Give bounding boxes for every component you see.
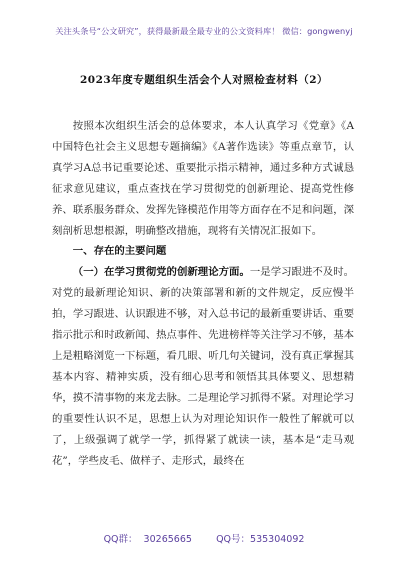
subsection-text: 一是学习跟进不及时。对党的最新理论知识、新的决策部署和新的文件规定，反应慢半拍，学习跟进、认识跟进不够，对入总书记的最新重要讲话、重要指示批示和时政新闻、热点事件、先进榜样等关注学习不够，基本上是粗略浏览一下标题，看几眼、听几句关键词，没有真正掌握其基本内容、精神实质，没有细心思考和领悟其具体要义、思想精华，摸不清事物的来龙去脉。二是理论学习抓得不紧。对理论学习的重要性认识不足，思想上认为对理论知识作一般性了解就可以了，上级强调了就学一学，抓得紧了就读一读，基本是“走马观花”，学些皮毛、做样子、走形式，最终在: [52, 266, 355, 467]
promo-header: 关注头条号“公文研究”，获得最新最全最专业的公文资料库！ 微信：gongwenyj: [55, 26, 353, 36]
document-title: 2023年度专题组织生活会个人对照检查材料（2）: [79, 74, 329, 86]
contact-footer: QQ群： 30265665 QQ号：535304092: [103, 534, 305, 545]
document-body: [52, 116, 354, 471]
subsection-heading: （一）在学习贯彻党的创新理论方面。: [72, 266, 250, 279]
section-heading: 一、存在的主要问题: [72, 245, 167, 258]
subsection-paragraph: [52, 262, 354, 471]
intro-paragraph: 按照本次组织生活会的总体要求，本人认真学习《党章》《A中国特色社会主义思想专题摘编》《A著作选读》等重点章节，认真学习A总书记重要论述、重要批示指示精神，通过多种方式诚恳征求意见建议，重点查找在学习贯彻党的创新理论、提高党性修养、联系服务群众、发挥先锋模范作用等方面存在不足和问题，深刻剖析思想根源，明确整改措施，现将有关情况汇报如下。: [52, 120, 354, 237]
